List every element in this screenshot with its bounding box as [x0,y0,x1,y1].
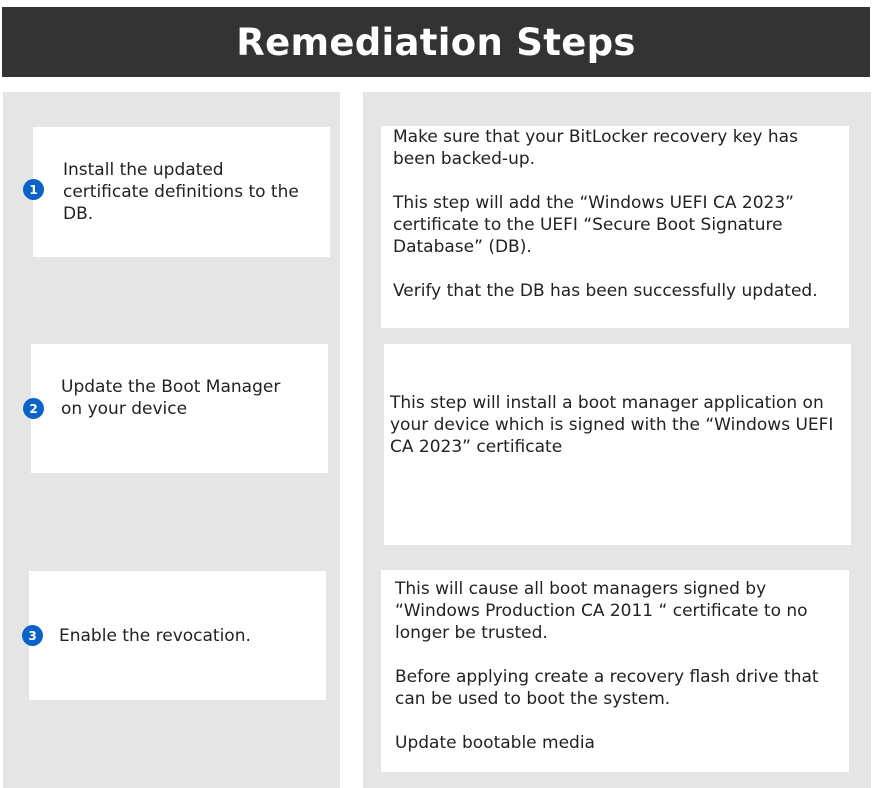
step-detail-text: Update bootable media [395,733,595,753]
step-card-3 [29,571,326,700]
step-detail-text: Verify that the DB has been successfully updated. [393,281,818,301]
step-number-badge: 2 [23,398,44,419]
step-detail-text: This step will add the “Windows UEFI CA 2023” certificate to the UEFI “Secure Boot Signature Database” (DB). [393,193,794,257]
step-detail-text: This will cause all boot managers signed by “Windows Production CA 2011 “ certificate to no longer be trusted. [395,579,808,643]
step-card-1 [33,127,330,257]
header-bar [2,7,870,77]
step-card-2 [31,344,328,473]
step-detail-card-2 [384,344,851,545]
step-number-badge: 3 [22,625,43,646]
page-title: Remediation Steps [236,20,636,64]
step-label: Enable the revocation. [59,625,251,646]
step-detail-text: This step will install a boot manager application on your device which is signed with the “Windows UEFI CA 2023” certificate [390,393,834,457]
step-detail-text: Make sure that your BitLocker recovery key has been backed-up. [393,127,798,169]
step-detail-card-1 [381,126,849,328]
step-label: Update the Boot Manager on your device [61,376,281,419]
step-detail-text: Before applying create a recovery flash drive that can be used to boot the system. [395,667,819,709]
step-label: Install the updated certificate definitions to the DB. [63,160,299,224]
step-number-badge: 1 [23,179,44,200]
step-detail-card-3 [381,570,849,772]
